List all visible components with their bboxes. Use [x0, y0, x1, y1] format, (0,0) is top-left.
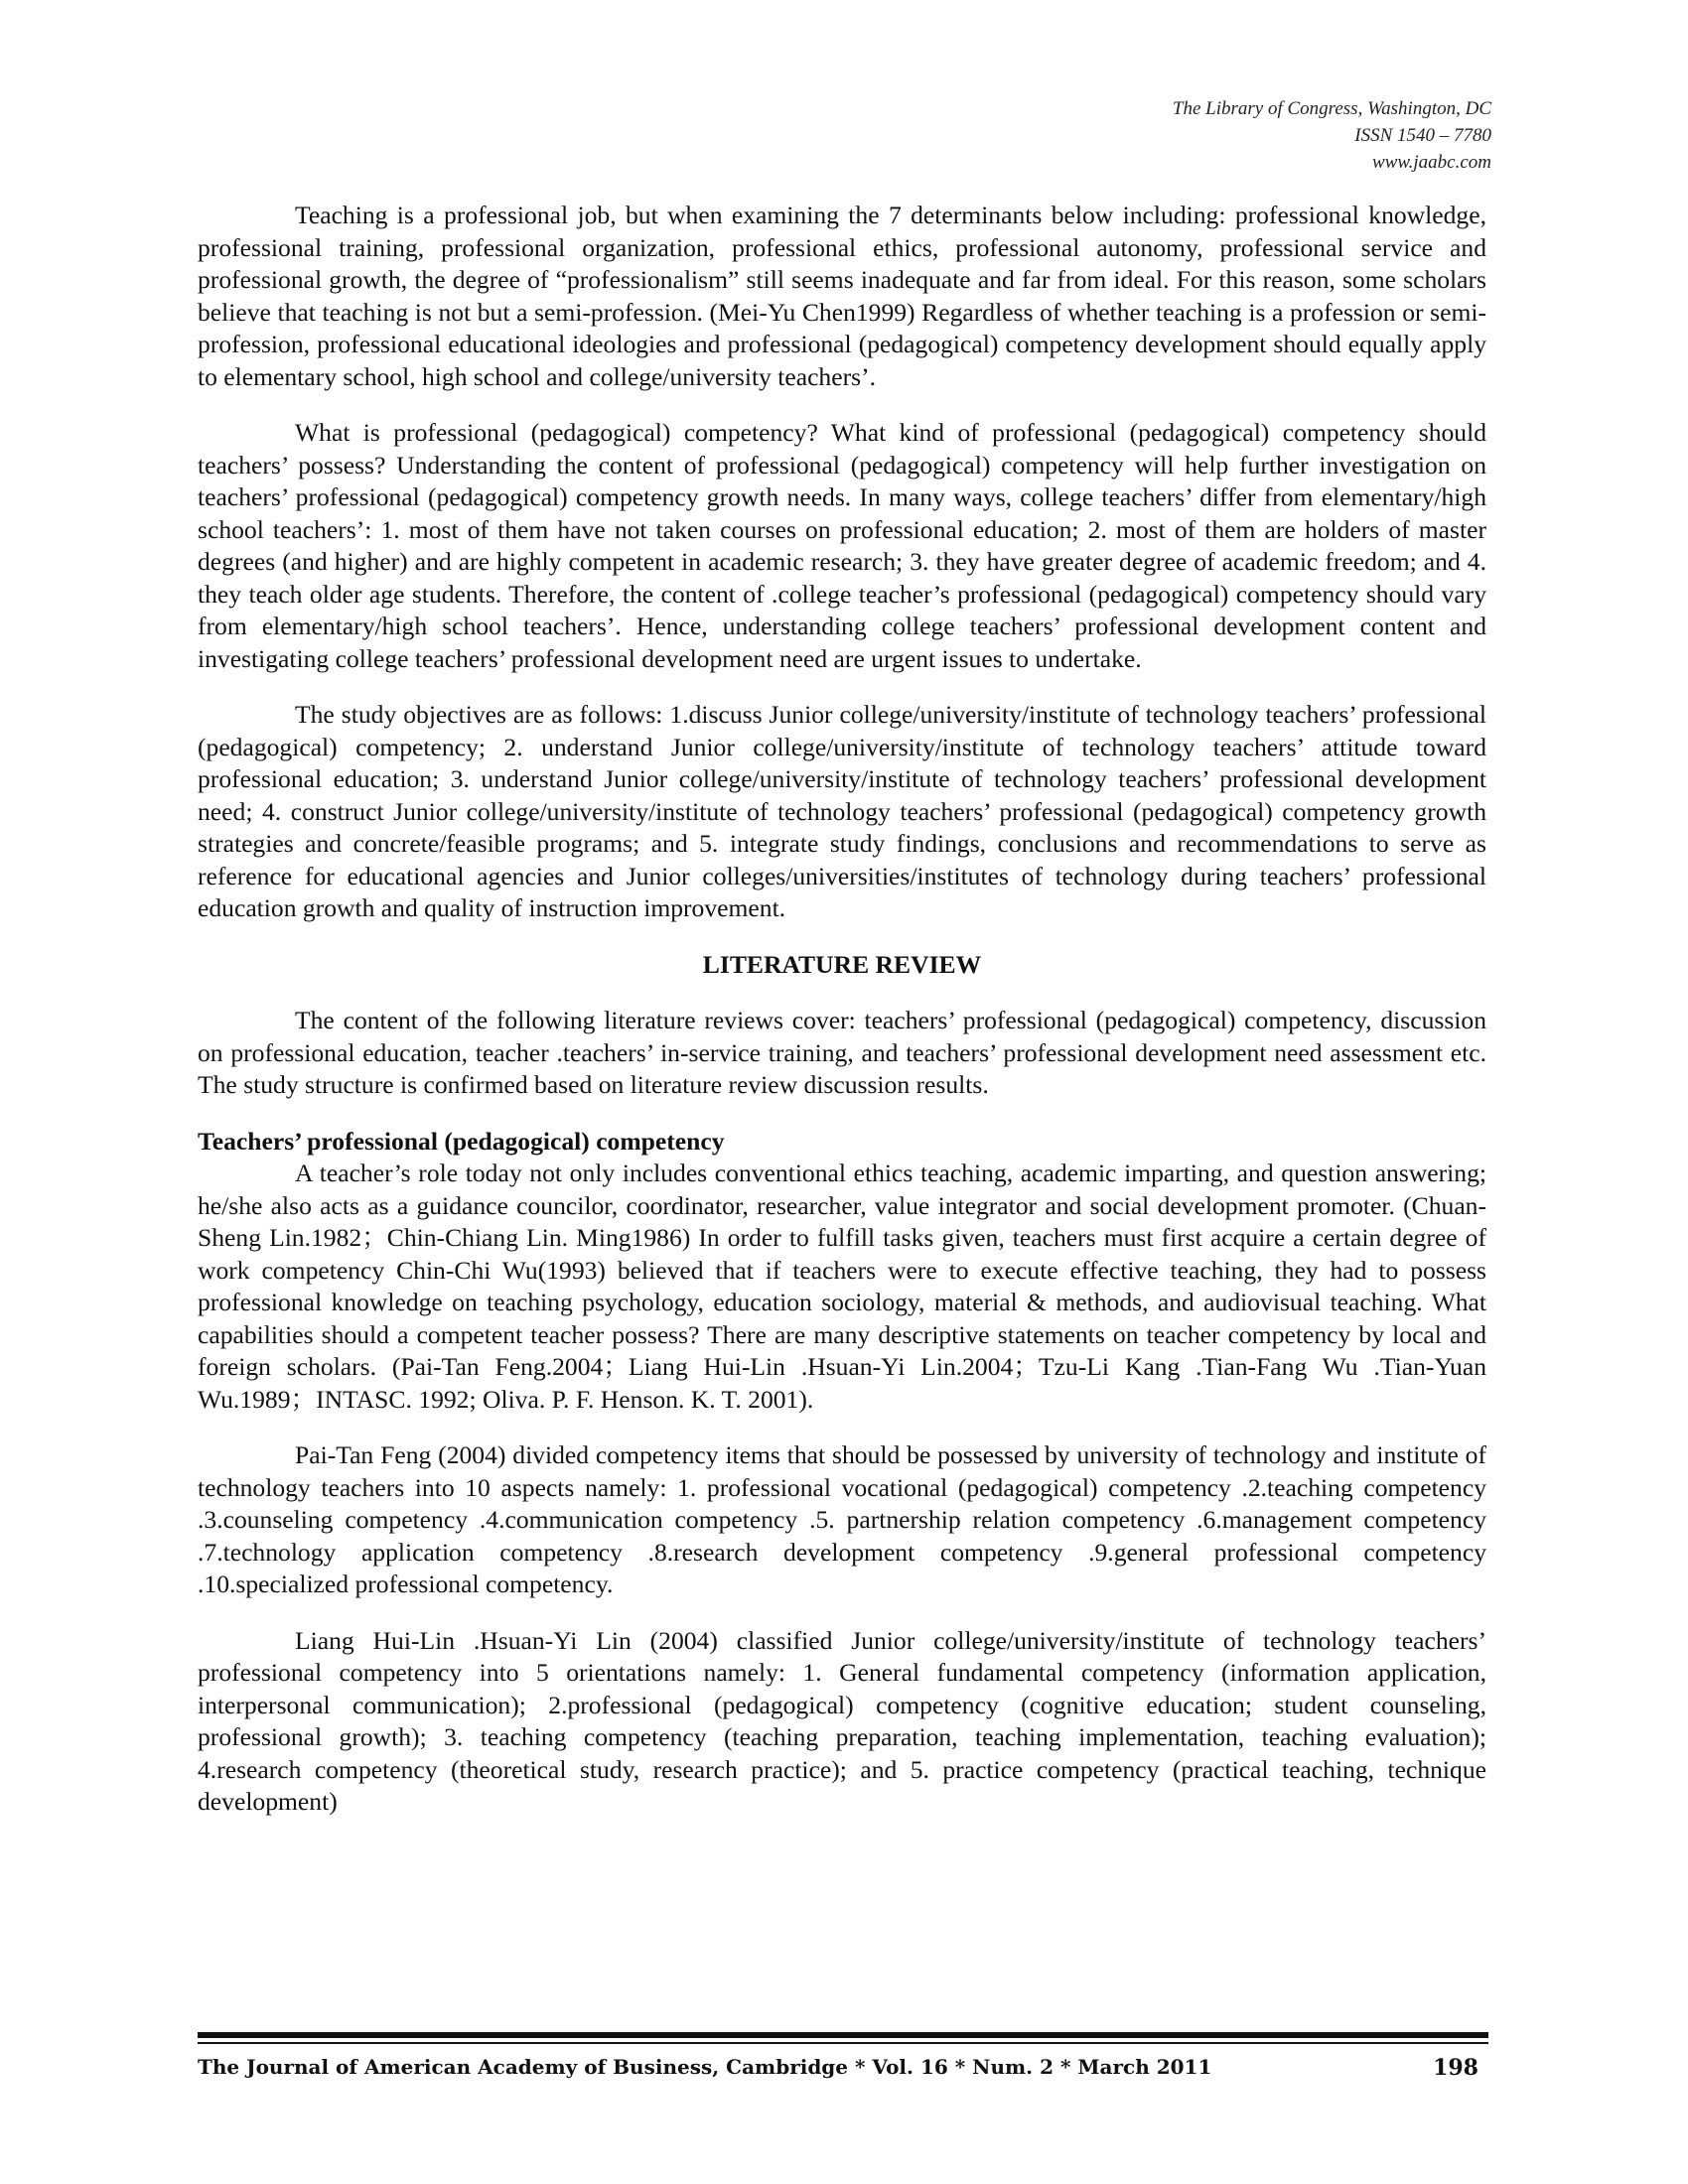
- page-header: [1173, 95, 1491, 176]
- footer-rule-thick: [198, 2032, 1488, 2038]
- page-number: 198: [1433, 2055, 1478, 2081]
- paragraph: Pai-Tan Feng (2004) divided competency items that should be possessed by university of technology and institute of technology teachers into 10 aspects namely: 1. professional vocational (pedagogical) competency .2.teaching competency .3.counseling competency .4.communication competency .5. partnership relation competency .6.management competency .7.technology application competency .8.research development competency .9.general professional competency .10.specialized professional competency.: [198, 1440, 1486, 1598]
- section-heading: LITERATURE REVIEW: [702, 949, 982, 979]
- paragraph: The study objectives are as follows: 1.discuss Junior college/university/institute of technology teachers’ professional (pedagogical) competency; 2. understand Junior college/university/institute of technology teachers’ attitude toward professional education; 3. understand Junior college/university/institute of technology teachers’ professional development need; 4. construct Junior college/university/institute of technology teachers’ professional (pedagogical) competency growth strategies and concrete/feasible programs; and 5. integrate study findings, conclusions and recommendations to serve as reference for educational agencies and Junior colleges/universities/institutes of technology during teachers’ professional education growth and quality of instruction improvement.: [198, 700, 1486, 922]
- header-library: The Library of Congress, Washington, DC: [1172, 98, 1491, 119]
- footer-journal: The Journal of American Academy of Business, Cambridge * Vol. 16 * Num. 2 * March 2011: [198, 2055, 1212, 2079]
- paragraph: Liang Hui-Lin .Hsuan-Yi Lin (2004) classified Junior college/university/institute of technology teachers’ professional competency into 5 orientations namely: 1. General fundamental competency (information application, interpersonal communication); 2.professional (pedagogical) competency (cognitive education; student counseling, professional growth); 3. teaching competency (teaching preparation, teaching implementation, teaching evaluation); 4.research competency (theoretical study, research practice); and 5. practice competency (practical teaching, technique development): [198, 1625, 1486, 1816]
- header-website: www.jaabc.com: [1372, 152, 1491, 173]
- footer-rule-thin: [198, 2042, 1488, 2044]
- header-issn: ISSN 1540 – 7780: [1354, 125, 1491, 146]
- paragraph: The content of the following literature reviews cover: teachers’ professional (pedagogical) competency, discussion on professional education, teacher .teachers’ in-service training, and teachers’ professional development need assessment etc. The study structure is confirmed based on literature review discussion results.: [198, 1006, 1486, 1099]
- subsection-heading: Teachers’ professional (pedagogical) competency: [198, 1126, 725, 1156]
- paragraph: Teaching is a professional job, but when examining the 7 determinants below including: professional knowledge, professional training, professional organization, professional ethics, professional autonomy, professional service and professional growth, the degree of “professionalism” still seems inadequate and far from ideal. For this reason, some scholars believe that teaching is not but a semi-profession. (Mei-Yu Chen1999) Regardless of whether teaching is a profession or semi-profession, professional educational ideologies and professional (pedagogical) competency development should equally apply to elementary school, high school and college/university teachers’.: [198, 201, 1486, 391]
- body-text: [198, 200, 1486, 1843]
- paragraph: A teacher’s role today not only includes conventional ethics teaching, academic imparting, and question answering; he/she also acts as a guidance councilor, coordinator, researcher, value integrator and social development promoter. (Chuan-Sheng Lin.1982；Chin-Chiang Lin. Ming1986) In order to fulfill tasks given, teachers must first acquire a certain degree of work competency Chin-Chi Wu(1993) believed that if teachers were to execute effective teaching, they had to possess professional knowledge on teaching psychology, education sociology, material & methods, and audiovisual teaching. What capabilities should a competent teacher possess? There are many descriptive statements on teacher competency by local and foreign scholars. (Pai-Tan Feng.2004；Liang Hui-Lin .Hsuan-Yi Lin.2004；Tzu-Li Kang .Tian-Fang Wu .Tian-Yuan Wu.1989；INTASC. 1992; Oliva. P. F. Henson. K. T. 2001).: [198, 1159, 1486, 1414]
- paragraph: What is professional (pedagogical) competency? What kind of professional (pedagogical) competency should teachers’ possess? Understanding the content of professional (pedagogical) competency will help further investigation on teachers’ professional (pedagogical) competency growth needs. In many ways, college teachers’ differ from elementary/high school teachers’: 1. most of them have not taken courses on professional education; 2. most of them are holders of master degrees (and higher) and are highly competent in academic research; 3. they have greater degree of academic freedom; and 4. they teach older age students. Therefore, the content of .college teacher’s professional (pedagogical) competency should vary from elementary/high school teachers’. Hence, understanding college teachers’ professional development content and investigating college teachers’ professional development need are urgent issues to undertake.: [198, 418, 1486, 673]
